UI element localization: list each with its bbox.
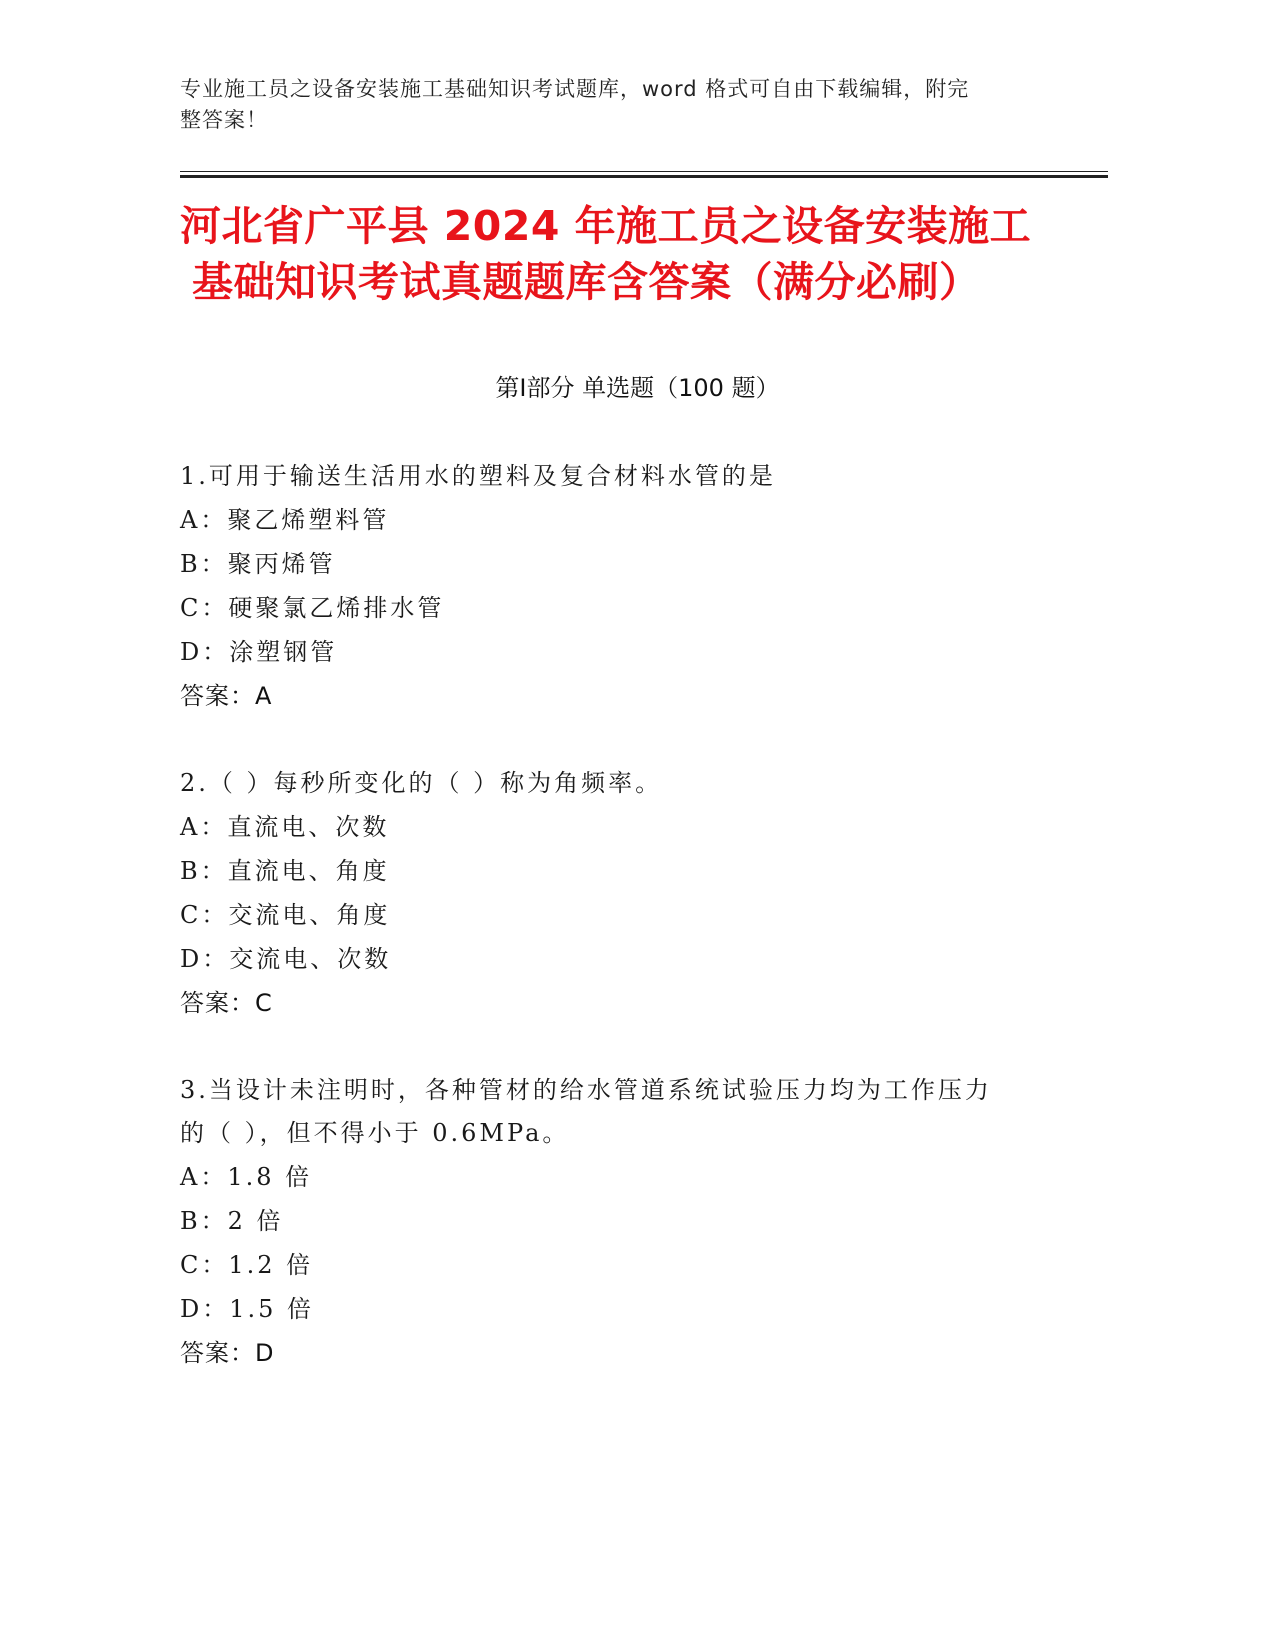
document-title-line-2: 基础知识考试真题题库含答案（满分必刷） (192, 258, 981, 306)
question-text-continued: 的（ ），但不得小于 0.6MPa。 (180, 1119, 570, 1147)
question-text: 3.当设计未注明时，各种管材的给水管道系统试验压力均为工作压力 (180, 1076, 992, 1104)
option-b: B：聚丙烯管 (180, 550, 336, 578)
option-c: C：1.2 倍 (180, 1251, 314, 1279)
option-c: C：交流电、角度 (180, 901, 391, 929)
document-title-line-1: 河北省广平县 2024 年施工员之设备安装施工 (180, 202, 1032, 250)
option-c: C：硬聚氯乙烯排水管 (180, 594, 445, 622)
answer: 答案：C (180, 989, 273, 1017)
header-note-line-2: 整答案！ (180, 108, 268, 132)
option-d: D：交流电、次数 (180, 945, 392, 973)
header-note (180, 74, 1040, 136)
header-note-line-1: 专业施工员之设备安装施工基础知识考试题库，word 格式可自由下载编辑，附完 (180, 77, 970, 101)
question-text: 2.（ ）每秒所变化的（ ）称为角频率。 (180, 769, 663, 797)
question-2 (180, 762, 1040, 1025)
option-b: B：直流电、角度 (180, 857, 390, 885)
option-a: A：直流电、次数 (180, 813, 390, 841)
question-list (180, 455, 1040, 1419)
option-d: D：1.5 倍 (180, 1295, 315, 1323)
option-b: B：2 倍 (180, 1207, 284, 1235)
question-1 (180, 455, 1040, 718)
header-rule-thin (180, 171, 1108, 172)
header-rule-thick (180, 175, 1108, 178)
section-title: 第Ⅰ部分 单选题（100 题） (495, 374, 780, 402)
option-d: D：涂塑钢管 (180, 638, 338, 666)
option-a: A：聚乙烯塑料管 (180, 506, 390, 534)
option-a: A：1.8 倍 (180, 1163, 313, 1191)
question-text: 1.可用于输送生活用水的塑料及复合材料水管的是 (180, 462, 776, 490)
document-title (180, 198, 1080, 310)
answer: 答案：A (180, 682, 273, 710)
answer: 答案：D (180, 1339, 275, 1367)
question-3 (180, 1069, 1040, 1375)
